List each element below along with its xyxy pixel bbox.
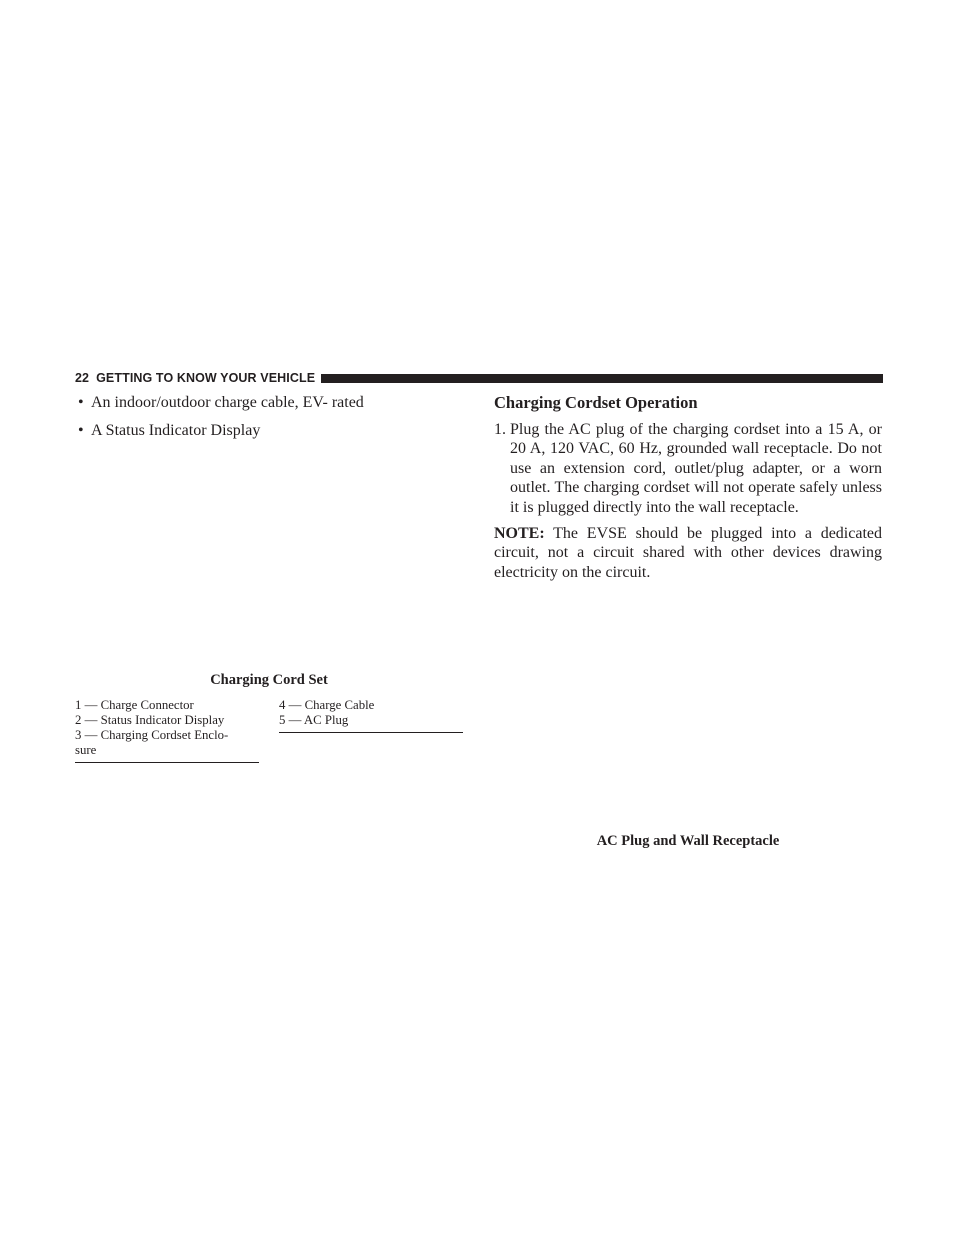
bullet-text: An indoor/outdoor charge cable, EV- rated xyxy=(91,394,364,411)
legend-item: 4 — Charge Cable xyxy=(279,698,375,712)
figure-caption-ac-plug: AC Plug and Wall Receptacle xyxy=(596,833,780,849)
section-heading: Charging Cordset Operation xyxy=(494,393,698,412)
page-number: 22 xyxy=(75,371,90,385)
page-header xyxy=(75,371,883,385)
note-paragraph xyxy=(494,524,882,582)
list-item xyxy=(78,421,468,440)
note-text: The EVSE should be plugged into a dedicated circuit, not a circuit shared with other devices drawing electricity on the circuit. xyxy=(494,525,882,581)
legend-item: sure xyxy=(75,743,97,757)
legend-item: 5 — AC Plug xyxy=(279,713,349,727)
list-item xyxy=(78,393,468,412)
figure-legend-right xyxy=(279,698,463,733)
header-rule xyxy=(321,374,883,383)
feature-bullet-list xyxy=(78,393,468,449)
legend-item: 3 — Charging Cordset Enclo- xyxy=(75,728,229,742)
legend-item: 1 — Charge Connector xyxy=(75,698,194,712)
bullet-text: A Status Indicator Display xyxy=(91,422,261,439)
step-text: Plug the AC plug of the charging cordset into a 15 A, or 20 A, 120 VAC, 60 Hz, grounded wall receptacle. Do not use an extension cord, outlet/plug adapter, or a worn outlet. The charging cordset will not operate safely unless it is plugged directly into the wall receptacle. xyxy=(510,421,882,516)
legend-item: 2 — Status Indicator Display xyxy=(75,713,225,727)
bullet-icon: • xyxy=(78,422,84,439)
figure-legend-left xyxy=(75,698,259,763)
bullet-icon: • xyxy=(78,394,84,411)
note-label: NOTE: xyxy=(494,525,545,542)
instruction-step xyxy=(494,420,882,517)
section-title: GETTING TO KNOW YOUR VEHICLE xyxy=(96,371,316,385)
step-number: 1. xyxy=(494,421,506,438)
figure-caption-charging-cord-set: Charging Cord Set xyxy=(210,672,328,688)
